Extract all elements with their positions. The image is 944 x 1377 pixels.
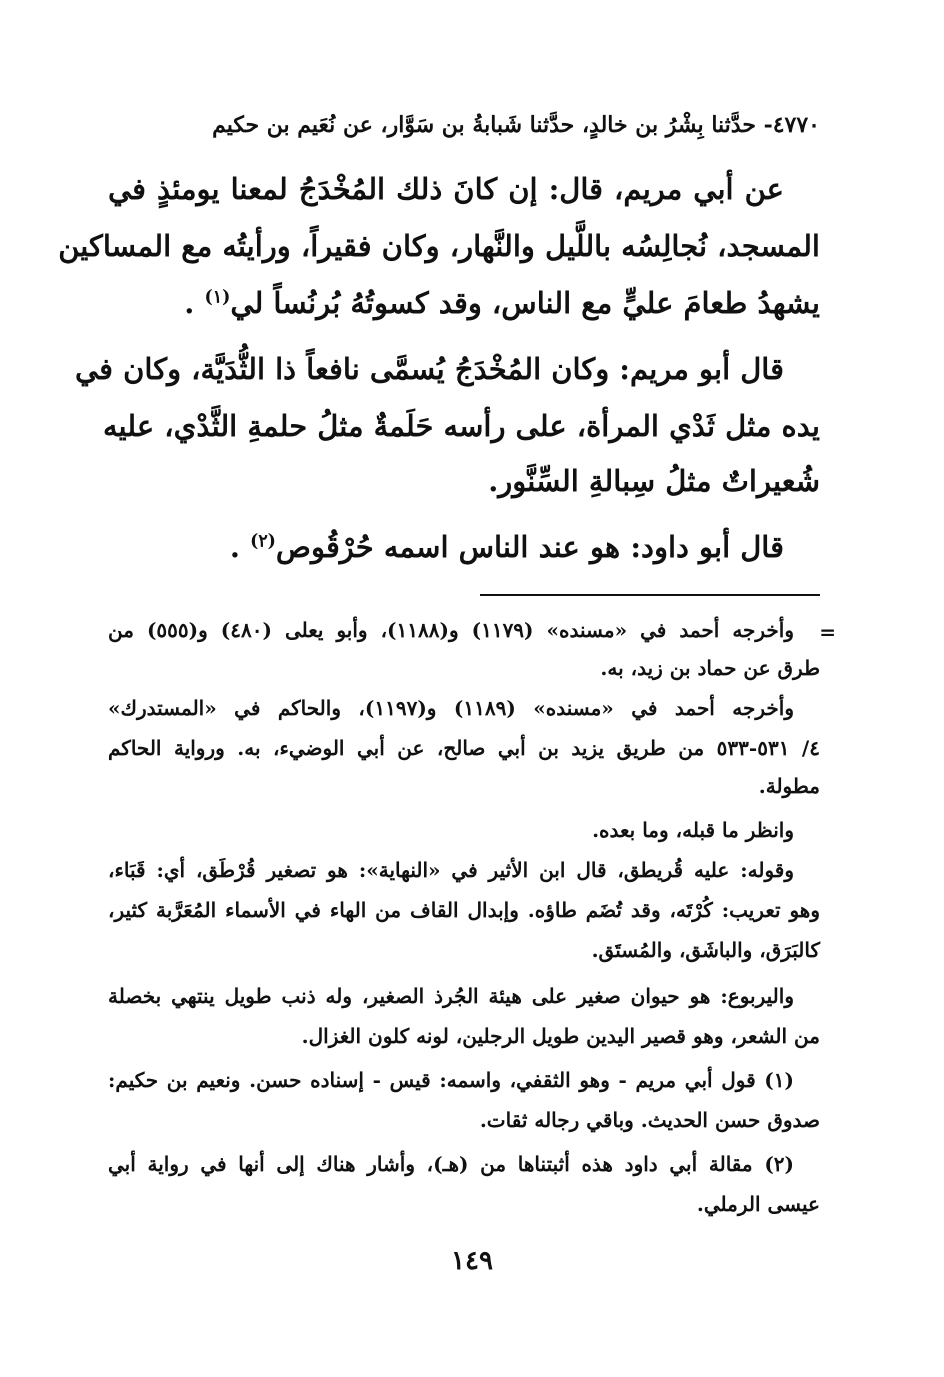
- footnote-line: كالبَرَق، والباشَق، والمُستَق.: [591, 938, 820, 962]
- continuation-mark: =: [819, 620, 836, 644]
- full-stop: .: [184, 286, 195, 320]
- main-text-line: المسجد، نُجالِسُه باللَّيل والنَّهار، وكان فقيراً، ورأيتُه مع المساكين: [58, 229, 820, 263]
- footnote-line: (١) قول أبي مريم - وهو الثقفي، واسمه: قيس - إسناده حسن. ونعيم بن حكيم:: [108, 1068, 794, 1092]
- footnote-ref: (٢): [250, 531, 276, 552]
- main-text-line: شُعيراتٌ مثلُ سِبالةِ السِّنَّور.: [488, 464, 820, 498]
- page-number: ١٤٩: [451, 1246, 493, 1276]
- footnote-separator: [480, 594, 820, 596]
- full-stop: .: [229, 530, 240, 564]
- footnote-line: من الشعر، وهو قصير اليدين طويل الرجلين، لونه كلون الغزال.: [301, 1024, 820, 1048]
- main-text: قال أبو داود: هو عند الناس اسمه حُرْقُوص: [275, 530, 784, 564]
- main-text-line-last: [108, 286, 820, 320]
- footnote-line: وانظر ما قبله، وما بعده.: [592, 818, 794, 842]
- footnote-line: صدوق حسن الحديث. وباقي رجاله ثقات.: [479, 1108, 820, 1132]
- footnote-line: وأخرجه أحمد في «مسنده» (١١٨٩) و(١١٩٧)، والحاكم في «المستدرك»: [108, 696, 795, 720]
- footnote-line: طرق عن حماد بن زيد، به.: [600, 656, 820, 680]
- footnote-line: واليربوع: هو حيوان صغير على هيئة الجُرذ الصغير، وله ذنب طويل ينتهي بخصلة: [108, 984, 794, 1008]
- main-text: يشهدُ طعامَ عليٍّ مع الناس، وقد كسوتُهُ بُرنُساً لي: [230, 286, 820, 320]
- hadith-header-line: ٤٧٧٠- حدَّثنا بِشْرُ بن خالدٍ، حدَّثنا شَبابةُ بن سَوَّار، عن نُعَيم بن حكيم: [212, 112, 820, 138]
- main-text-line: عن أبي مريم، قال: إن كانَ ذلك المُخْدَجُ لمعنا يومئذٍ في: [108, 172, 784, 206]
- footnote-line: (٢) مقالة أبي داود هذه أثبتناها من (هـ)، وأشار هناك إلى أنها في رواية أبي: [108, 1152, 794, 1176]
- footnote-line: ٤/ ٥٣١-٥٣٣ من طريق يزيد بن أبي صالح، عن أبي الوضيء، به. ورواية الحاكم: [108, 736, 820, 760]
- footnote-line: وهو تعريب: كُرْتَه، وقد تُضَم طاؤه. وإبدال القاف من الهاء في الأسماء المُعَرَّبة كثير،: [108, 898, 820, 922]
- footnote-line: وأخرجه أحمد في «مسنده» (١١٧٩) و(١١٨٨)، وأبو يعلى (٤٨٠) و(٥٥٥) من: [108, 618, 795, 642]
- main-text-line-last: [108, 530, 784, 564]
- main-text-line: يده مثل ثَدْي المرأة، على رأسه حَلَمةٌ مثلُ حلمةِ الثَّدْي، عليه: [103, 409, 820, 443]
- main-text-line: قال أبو مريم: وكان المُخْدَجُ يُسمَّى نافعاً ذا الثُّدَيَّة، وكان في: [75, 352, 784, 386]
- footnote-ref: (١): [204, 287, 231, 308]
- footnote-line: مطولة.: [758, 774, 820, 798]
- footnote-line: وقوله: عليه قُريطق، قال ابن الأثير في «النهاية»: هو تصغير قُرْطَق، أي: قَبَاء،: [108, 858, 794, 882]
- footnote-line: عيسى الرملي.: [696, 1192, 820, 1216]
